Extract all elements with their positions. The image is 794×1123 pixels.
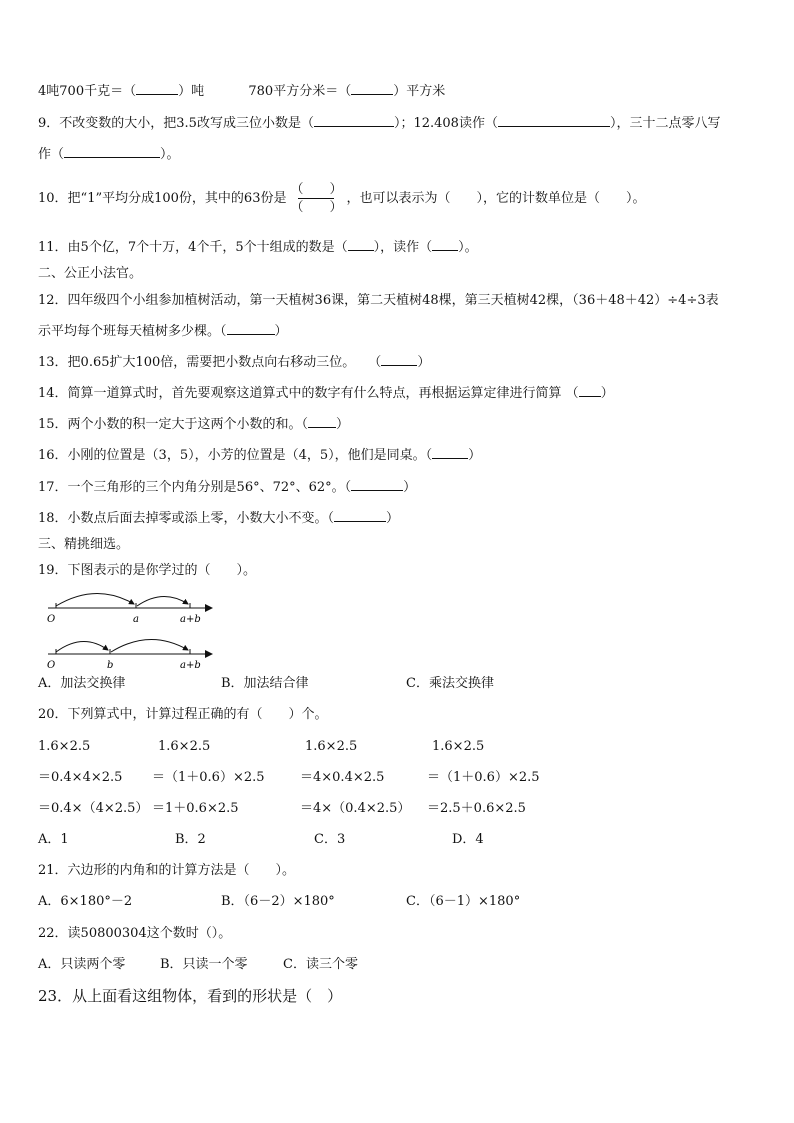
q21-option-a[interactable]: A．6×180°－2 <box>38 894 133 909</box>
q18-text-a: 18．小数点后面去掉零或添上零，小数大小不变。（ <box>38 511 335 526</box>
q8-part1-text-a: 4吨700千克＝（ <box>38 84 137 99</box>
q17-answer-blank[interactable] <box>351 478 403 491</box>
q20-calc-col1-line1: 1.6×2.5 <box>38 739 91 754</box>
q14-answer-blank[interactable] <box>579 384 601 397</box>
q10-text-b: ，也可以表示为（ ），它的计数单位是（ ）。 <box>346 191 646 206</box>
q21-option-c[interactable]: C．（6－1）×180° <box>406 894 521 909</box>
q12-line-1: 12．四年级四个小组参加植树活动，第一天植树36课，第二天植树48棵，第三天植树42棵，（36＋48＋42）÷4÷3表 <box>38 293 719 308</box>
q20-option-d[interactable]: D．4 <box>452 832 484 847</box>
q19-option-a[interactable]: A．加法交换律 <box>38 676 126 691</box>
q15-answer-blank[interactable] <box>308 415 336 428</box>
q20-calc-col4-line3: ＝2.5＋0.6×2.5 <box>427 801 526 816</box>
q20-calc-col4-line2: ＝（1＋0.6）×2.5 <box>427 770 540 785</box>
label-o: O <box>47 614 56 625</box>
q11-answer-blank-2[interactable] <box>432 238 458 251</box>
label-a-plus-b: a+b <box>180 660 201 670</box>
q22-option-a[interactable]: A．只读两个零 <box>38 957 126 972</box>
q22-option-b[interactable]: B．只读一个零 <box>160 957 248 972</box>
q19-stem: 19．下图表示的是你学过的（ ）。 <box>38 563 257 578</box>
q20-calc-col4-line1: 1.6×2.5 <box>432 739 485 754</box>
q22-option-c[interactable]: C．读三个零 <box>283 957 358 972</box>
q8-line <box>38 82 445 101</box>
q19-number-line-diagram <box>40 582 220 670</box>
q18-answer-blank[interactable] <box>334 509 386 522</box>
jump-arc-a <box>56 593 134 606</box>
jump-arc-b <box>137 596 188 606</box>
q10-text-a: 10．把“1”平均分成100份，其中的63份是 <box>38 191 287 206</box>
q21-option-b[interactable]: B．（6－2）×180° <box>221 894 335 909</box>
label-o: O <box>47 660 56 670</box>
q22-stem: 22．读50800304这个数时（）。 <box>38 926 232 941</box>
q9-line-2 <box>38 145 180 164</box>
q8-part1-text-b: ）吨 <box>178 84 205 99</box>
q18-text-b: ） <box>386 511 400 526</box>
q9-text-d: 作（ <box>38 147 65 162</box>
q9-text-b: ）；12.408读作（ <box>393 116 498 131</box>
q13-text-a: 13．把0.65扩大100倍，需要把小数点向右移动三位。 （ <box>38 355 382 370</box>
q20-calc-col3-line1: 1.6×2.5 <box>305 739 358 754</box>
q16-text-b: ） <box>468 448 482 463</box>
q16-line <box>38 446 481 465</box>
q13-text-b: ） <box>417 355 431 370</box>
q20-calc-col3-line3: ＝4×（0.4×2.5） <box>300 801 411 816</box>
q20-option-b[interactable]: B．2 <box>175 832 206 847</box>
q8-part2-text-b: ）平方米 <box>393 84 446 99</box>
q13-line <box>38 353 430 372</box>
q12-text-b: ） <box>274 324 288 339</box>
q19-diagram-1 <box>47 593 212 625</box>
q20-calc-col2-line3: ＝1＋0.6×2.5 <box>152 801 239 816</box>
q23-stem: 23．从上面看这组物体，看到的形状是（ ） <box>38 987 343 1005</box>
q9-answer-blank-3[interactable] <box>64 145 160 158</box>
q20-calc-col1-line3: ＝0.4×（4×2.5） <box>38 801 149 816</box>
section-3-heading: 三、精挑细选。 <box>38 537 130 552</box>
q11-text-b: ），读作（ <box>373 240 433 255</box>
q17-text-a: 17．一个三角形的三个内角分别是56°、72°、62°。（ <box>38 480 352 495</box>
q9-answer-blank-2[interactable] <box>498 114 610 127</box>
label-a: a <box>133 614 139 625</box>
q20-option-a[interactable]: A．1 <box>38 832 69 847</box>
label-a-plus-b: a+b <box>180 614 201 625</box>
q10-fraction-numerator[interactable]: （ ） <box>290 182 343 197</box>
q15-text-b: ） <box>336 417 350 432</box>
q14-text-b: ） <box>600 386 614 401</box>
q15-text-a: 15．两个小数的积一定大于这两个小数的和。（ <box>38 417 309 432</box>
q18-line <box>38 509 399 528</box>
q9-text-a: 9．不改变数的大小，把3.5改写成三位小数是（ <box>38 116 314 131</box>
q8-part2-text-a: 780平方分米＝（ <box>248 84 352 99</box>
section-2-heading: 二、公正小法官。 <box>38 266 143 281</box>
q9-line-1 <box>38 114 720 133</box>
q12-line-2 <box>38 322 288 341</box>
q19-option-c[interactable]: C．乘法交换律 <box>406 676 494 691</box>
q20-calc-col1-line2: ＝0.4×4×2.5 <box>38 770 123 785</box>
q20-stem: 20．下列算式中，计算过程正确的有（ ）个。 <box>38 707 328 722</box>
label-b: b <box>107 660 114 670</box>
q17-text-b: ） <box>403 480 417 495</box>
q8-answer-blank-1[interactable] <box>136 82 178 95</box>
jump-arc-b <box>56 641 108 652</box>
q15-line <box>38 415 349 434</box>
q19-diagram-2 <box>47 639 212 670</box>
q11-text-c: ）。 <box>458 240 478 255</box>
q9-text-e: ）。 <box>160 147 180 162</box>
q14-text-a: 14．简算一道算式时，首先要观察这道算式中的数字有什么特点，再根据运算定律进行简算 （ <box>38 386 579 401</box>
q9-text-c: ），三十二点零八写 <box>609 116 721 131</box>
q10-fraction-denominator[interactable]: （ ） <box>290 200 343 215</box>
q21-stem: 21．六边形的内角和的计算方法是（ ）。 <box>38 863 296 878</box>
q10-line <box>38 178 646 220</box>
q12-text-a: 示平均每个班每天植树多少棵。（ <box>38 324 227 339</box>
q11-text-a: 11．由5个亿，7个十万，4个千，5个十组成的数是（ <box>38 240 348 255</box>
q9-answer-blank-1[interactable] <box>314 114 394 127</box>
q20-calc-col2-line2: ＝（1＋0.6）×2.5 <box>152 770 265 785</box>
q20-calc-col2-line1: 1.6×2.5 <box>158 739 211 754</box>
q8-answer-blank-2[interactable] <box>351 82 393 95</box>
q13-answer-blank[interactable] <box>381 353 417 366</box>
q14-line <box>38 384 614 403</box>
q10-fraction <box>290 181 342 216</box>
q20-calc-col3-line2: ＝4×0.4×2.5 <box>300 770 385 785</box>
q11-answer-blank-1[interactable] <box>348 238 374 251</box>
jump-arc-a <box>111 639 188 652</box>
q16-answer-blank[interactable] <box>432 446 468 459</box>
q12-answer-blank[interactable] <box>227 322 275 335</box>
q11-line <box>38 238 478 257</box>
q17-line <box>38 478 416 497</box>
q19-option-b[interactable]: B．加法结合律 <box>221 676 309 691</box>
q20-option-c[interactable]: C．3 <box>314 832 346 847</box>
q16-text-a: 16．小刚的位置是（3，5），小芳的位置是（4，5），他们是同桌。（ <box>38 448 433 463</box>
